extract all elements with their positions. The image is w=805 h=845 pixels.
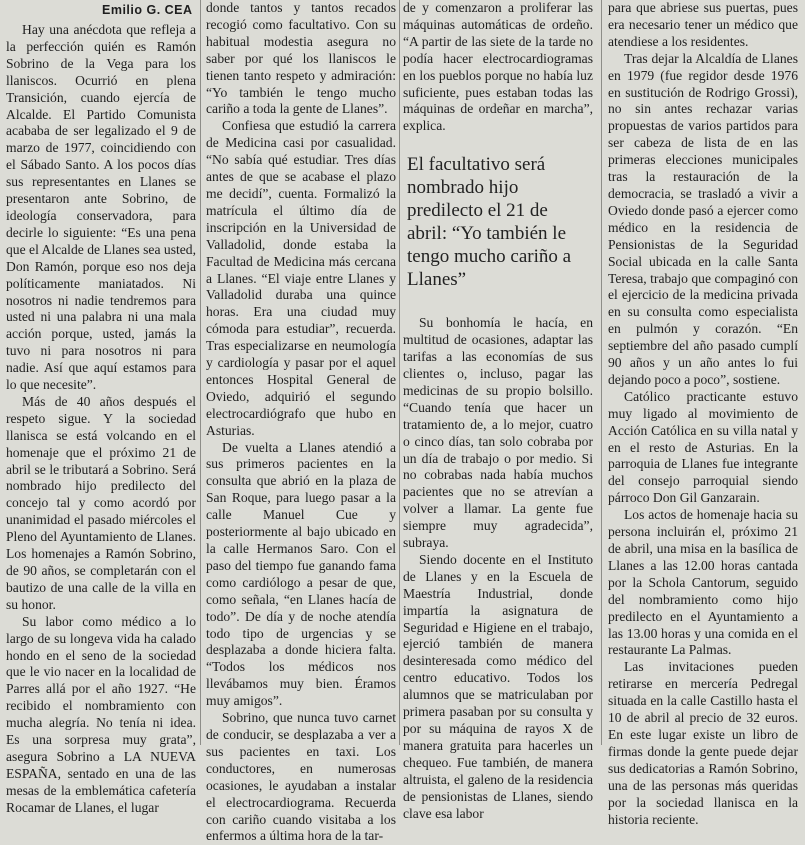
pull-quote: El facultativo será nombrado hijo predilecto el 21 de abril: “Yo también le tengo mucho cariño a Llanes”	[407, 154, 572, 291]
paragraph: donde tantos y tantos recados recogió como facultativo. Con su habitual modestia asegura no saber por qué los llaniscos le tienen tanto respeto y admiración: “Yo también le tengo mucho cariño a toda la gente de Llanes”.	[206, 0, 396, 117]
paragraph: Más de 40 años después el respeto sigue. Y la sociedad llanisca se está volcando en el homenaje que el próximo 21 de abril se le tributará a Sobrino. Será nombrado hijo predilecto del concejo tal y como acordó por unanimidad el pasado miércoles el Pleno del Ayuntamiento de Llanes. Los homenajes a Ramón Sobrino, de 90 años, se completarán con el bautizo de una calle de la villa en su honor.	[6, 393, 196, 612]
paragraph: Su bonhomía le hacía, en multitud de ocasiones, adaptar las tarifas a las economías de sus clientes o, incluso, pagar las medicinas de su propio bolsillo. “Cuando tenía que hacer un tratamiento de, a lo mejor, cuatro o cinco días, tan solo cobraba por un día de trabajo o por medio. Si no cobrabas nada había muchos pacientes que no se atrevían a volver a llamar. La gente fue siempre muy agradecida”, subraya.	[403, 315, 593, 551]
article-column-1	[6, 0, 196, 815]
paragraph: De vuelta a Llanes atendió a sus primeros pacientes en la consulta que abrió en la plaza de San Roque, para luego pasar a la calle Manuel Cue y posteriormente al bajo ubicado en la calle Hermanos Saro. Con el paso del tiempo fue ganando fama como cardiólogo a pesar de que, como señala, “en Llanes hacía de todo”. De día y de noche atendía todo tipo de urgencias y se desplazaba a donde hiciera falta. “Todos los médicos nos llevábamos muy bien. Éramos muy amigos”.	[206, 439, 396, 709]
paragraph: para que abriese sus puertas, pues era necesario tener un médico que atendiese a los residentes.	[608, 0, 798, 49]
paragraph: Su labor como médico a lo largo de su longeva vida ha calado hondo en el seno de la sociedad que le vio nacer en la localidad de Parres allá por el año 1927. “He recibido el nombramiento con mucha alegría. No tenía ni idea. Es una sorpresa muy grata”, asegura Sobrino a LA NUEVA ESPAÑA, sentado en una de las mesas de la emblemática cafetería Rocamar de Llanes, el lugar	[6, 613, 196, 815]
paragraph: Siendo docente en el Instituto de Llanes y en la Escuela de Maestría Industrial, donde impartía la asignatura de Seguridad e Higiene en el trabajo, ejerció también de manera desinteresada como médico del centro educativo. Todos los alumnos que se matriculaban por primera pasaban por su consulta y por su máquina de rayos X de manera gratuita para hacerles un chequeo. Fue también, de manera altruista, el galeno de la residencia de pensionistas de Llanes, siendo clave esa labor	[403, 551, 593, 821]
paragraph: Confiesa que estudió la carrera de Medicina casi por casualidad. “No sabía qué estudiar. Tres días antes de que se acabase el plazo me decidí”, cuenta. Formalizó la matrícula el último día de inscripción en la Universidad de Valladolid, donde estaba la Facultad de Medicina más cercana a Llanes. “El viaje entre Llanes y Valladolid duraba una quince horas. Era una ciudad muy cómoda para estudiar”, recuerda. Tras especializarse en neumología y cardiología y pasar por el aquel entonces Hospital General de Oviedo, adquirió el segundo electrocardiógrafo que hubo en Asturias.	[206, 118, 396, 438]
column-divider	[601, 0, 602, 745]
paragraph: Las invitaciones pueden retirarse en mercería Pedregal situada en la calle Castillo hasta el 10 de abril al precio de 32 euros. En este lugar existe un libro de firmas donde la gente puede dejar sus dedicatorias a Ramón Sobrino, una de las personas más queridas por la sociedad llanisca en la historia reciente.	[608, 659, 798, 827]
column-divider	[200, 0, 201, 745]
paragraph: de y comenzaron a proliferar las máquinas automáticas de ordeño. “A partir de las siete de la tarde no podía hacer electrocardiogramas en los pueblos porque no había luz suficiente, pues estaban todas las máquinas de ordeñar en marcha”, explica.	[403, 0, 593, 134]
paragraph: Sobrino, que nunca tuvo carnet de conducir, se desplazaba a ver a sus pacientes en taxi. Los conductores, en numerosas ocasiones, le ayudaban a instalar el electrocardiograma. Recuerda con cariño cuando visitaba a los enfermos a última hora de la tar-	[206, 710, 396, 844]
article-column-2	[206, 0, 396, 844]
byline: Emilio G. CEA	[102, 3, 193, 17]
column-divider	[399, 0, 400, 745]
paragraph: Hay una anécdota que refleja a la perfección quién es Ramón Sobrino de la Vega para los llaniscos. Ocurrió en plena Transición, cuando ejercía de Alcalde. El Partido Comunista acababa de ser legalizado el 9 de marzo de 1977, coincidiendo con el Sábado Santo. A los pocos días sus representantes en Llanes se presentaron ante Sobrino, de ideología conservadora, para decirle lo siguiente: “Es una pena que el Alcalde de Llanes sea usted, Don Ramón, porque eso nos deja políticamente maniatados. Ni nosotros ni nadie tendremos para usted ni una palabra ni una mala acción porque, usted, jamás la tuvo ni para nosotros ni para nadie. Así que aquí estamos para lo que necesite”.	[6, 22, 196, 393]
paragraph: Tras dejar la Alcaldía de Llanes en 1979 (fue regidor desde 1976 en sustitución de Rodrigo Grossi), no sin antes rechazar varias propuestas de varios partidos para ser cabeza de lista de en las primeras elecciones municipales tras la restauración de la democracia, se trasladó a vivir a Oviedo donde pasó a ejercer como médico en la residencia de Pensionistas de la Seguridad Social ubicada en la calle Santa Teresa, trabajo que compaginó con el ejercicio de la medicina privada en su consulta como especialista en pulmón y corazón. “En septiembre del año pasado cumplí 90 años y un año antes lo fui dejando poco a poco”, sostiene.	[608, 50, 798, 387]
paragraph: Católico practicante estuvo muy ligado al movimiento de Acción Católica en su villa natal y en el resto de Asturias. En la parroquia de Llanes fue integrante del consejo parroquial siendo párroco Don Gil Ganzarain.	[608, 388, 798, 506]
article-column-3	[403, 0, 593, 821]
article-column-4	[608, 0, 798, 827]
paragraph: Los actos de homenaje hacia su persona incluirán el, próximo 21 de abril, una misa en la basílica de Llanes a las 12.00 horas cantada por la Schola Cantorum, seguido del nombramiento como hijo predilecto en el Ayuntamiento a las 13.00 horas y una comida en el restaurante La Palmas.	[608, 507, 798, 658]
